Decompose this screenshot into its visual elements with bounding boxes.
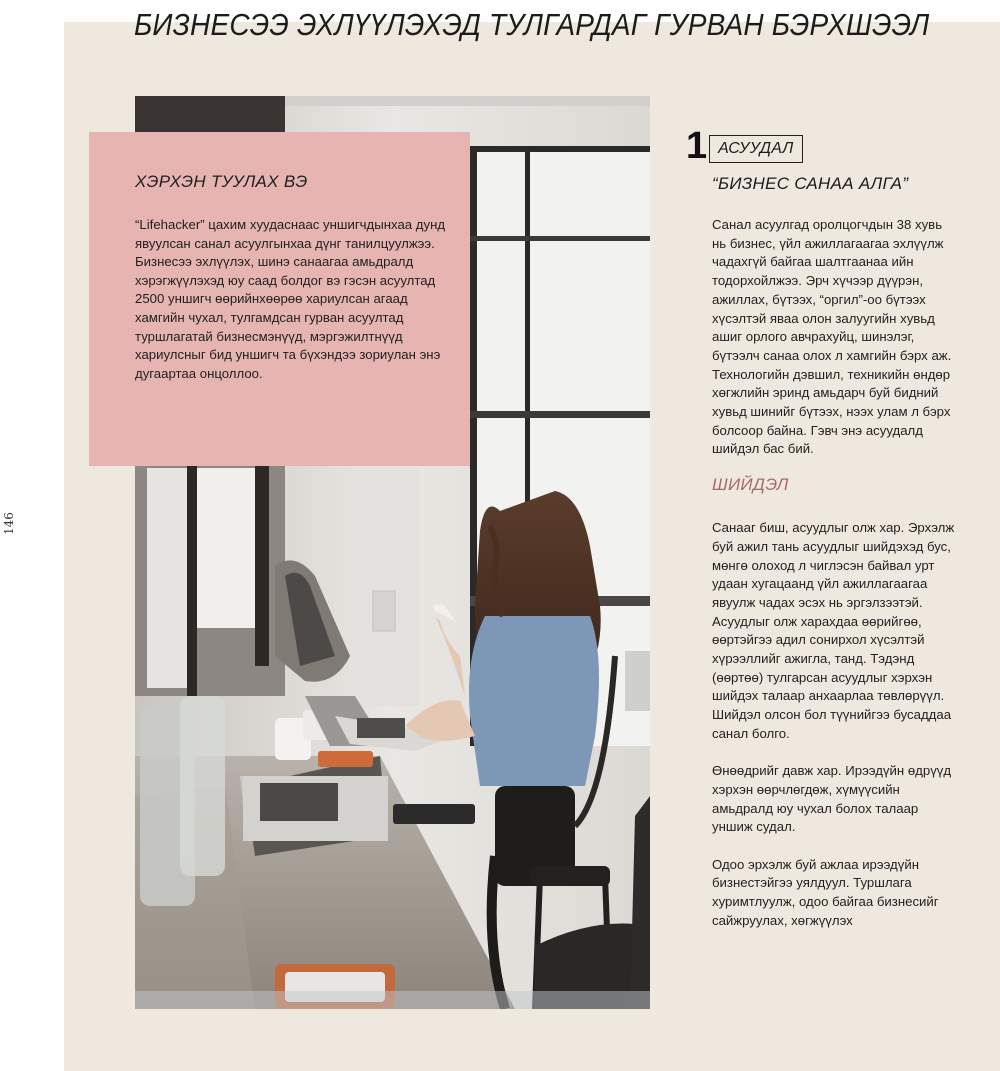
intro-text: “Lifehacker” цахим хуудаснаас уншигчдынхаа дунд явуулсан санал асуулгынхаа дүнг танилцуулжээ. Бизнесээ эхлүүлэх, шинэ санаагаа амьдралд хэрэгжүүлэхэд юу саад болдог вэ гэсэн асуултад 2500 уншигч өөрийнхөөрөө хариулсан агаад хамгийн чухал, тулгамдсан гурван асуултад туршлагатай бизнесмэнүүд, мэргэжилтнүүд хариулсныг бид уншигч та бүхэндээ зориулан энэ дугаартаа онцоллоо. [135,217,446,381]
solution-paragraph-2: Өнөөдрийг давж хар. Ирээдүйн өдрүүд хэрхэн өөрчлөгдөж, хүмүүсийн амьдралд юу чухал болох талаар уншиж судал. [712,763,952,835]
problem-section [686,124,976,931]
intro-heading: ХЭРХЭН ТУУЛАХ ВЭ [135,172,308,191]
intro-box [89,132,470,466]
solution-title: ШИЙДЭЛ [712,475,789,495]
section-number: 1 [686,125,708,167]
solution-paragraph-3: Одоо эрхэлж буй ажлаа ирээдүйн бизнестэйгээ уялдуул. Туршлага хуримтлуулж, одоо байгаа бизнесийг сайжруулах, хөгжүүлэх [712,856,939,928]
section-header [686,124,976,167]
page-title: БИЗНЕСЭЭ ЭХЛҮҮЛЭХЭД ТУЛГАРДАГ ГУРВАН БЭРХШЭЭЛ [134,8,930,42]
problem-text: Санал асуулгад оролцогчдын 38 хувь нь бизнес, үйл ажиллагаагаа эхлүүлж чадахгүй байгаа шалтгаанаа ийн тодорхойлжээ. Эрч хүчээр дүүрэн, ажиллах, бүтээх, “оргил”-оо бүтээх хүсэлтэй яваа олон залуугийн хувьд ашиг орлого авчрахуйц, шинэлэг, бүтээлч санаа олох л хамгийн бэрх аж. Технологийн дэвшил, техникийн өндөр хөгжлийн эринд амьдарч буй бидний хувьд шинийг бүтээх, нээх улам л бэрх болсоор байна. Гэвч энэ асуудалд шийдэл бас бий. [712,217,952,457]
solution-paragraph-1: Санааг биш, асуудлыг олж хар. Эрхэлж буй ажил тань асуудлыг шийдэхэд бус, мөнгө олоход л чиглэсэн байвал урт удаан хугацаанд үйл ажиллагаагаа явуулж чадах эсэх нь эргэлзээтэй. Асуудлыг олж харахдаа өөрийгөө, өөртэйгээ адил сонирхол хүсэлтэй хүрээллийг ажигла, танд. Тэдэнд (өөртөө) тулгарсан асуудлыг хэрхэн шийдэх талаар анхаарлаа төвлөрүүл. Шийдэл олсон бол түүнийгээ бусаддаа санал болго. [712,520,955,741]
section-label-badge: АСУУДАЛ [709,135,802,163]
page-number: 146 [2,512,16,535]
problem-title: “БИЗНЕС САНАА АЛГА” [712,174,909,193]
